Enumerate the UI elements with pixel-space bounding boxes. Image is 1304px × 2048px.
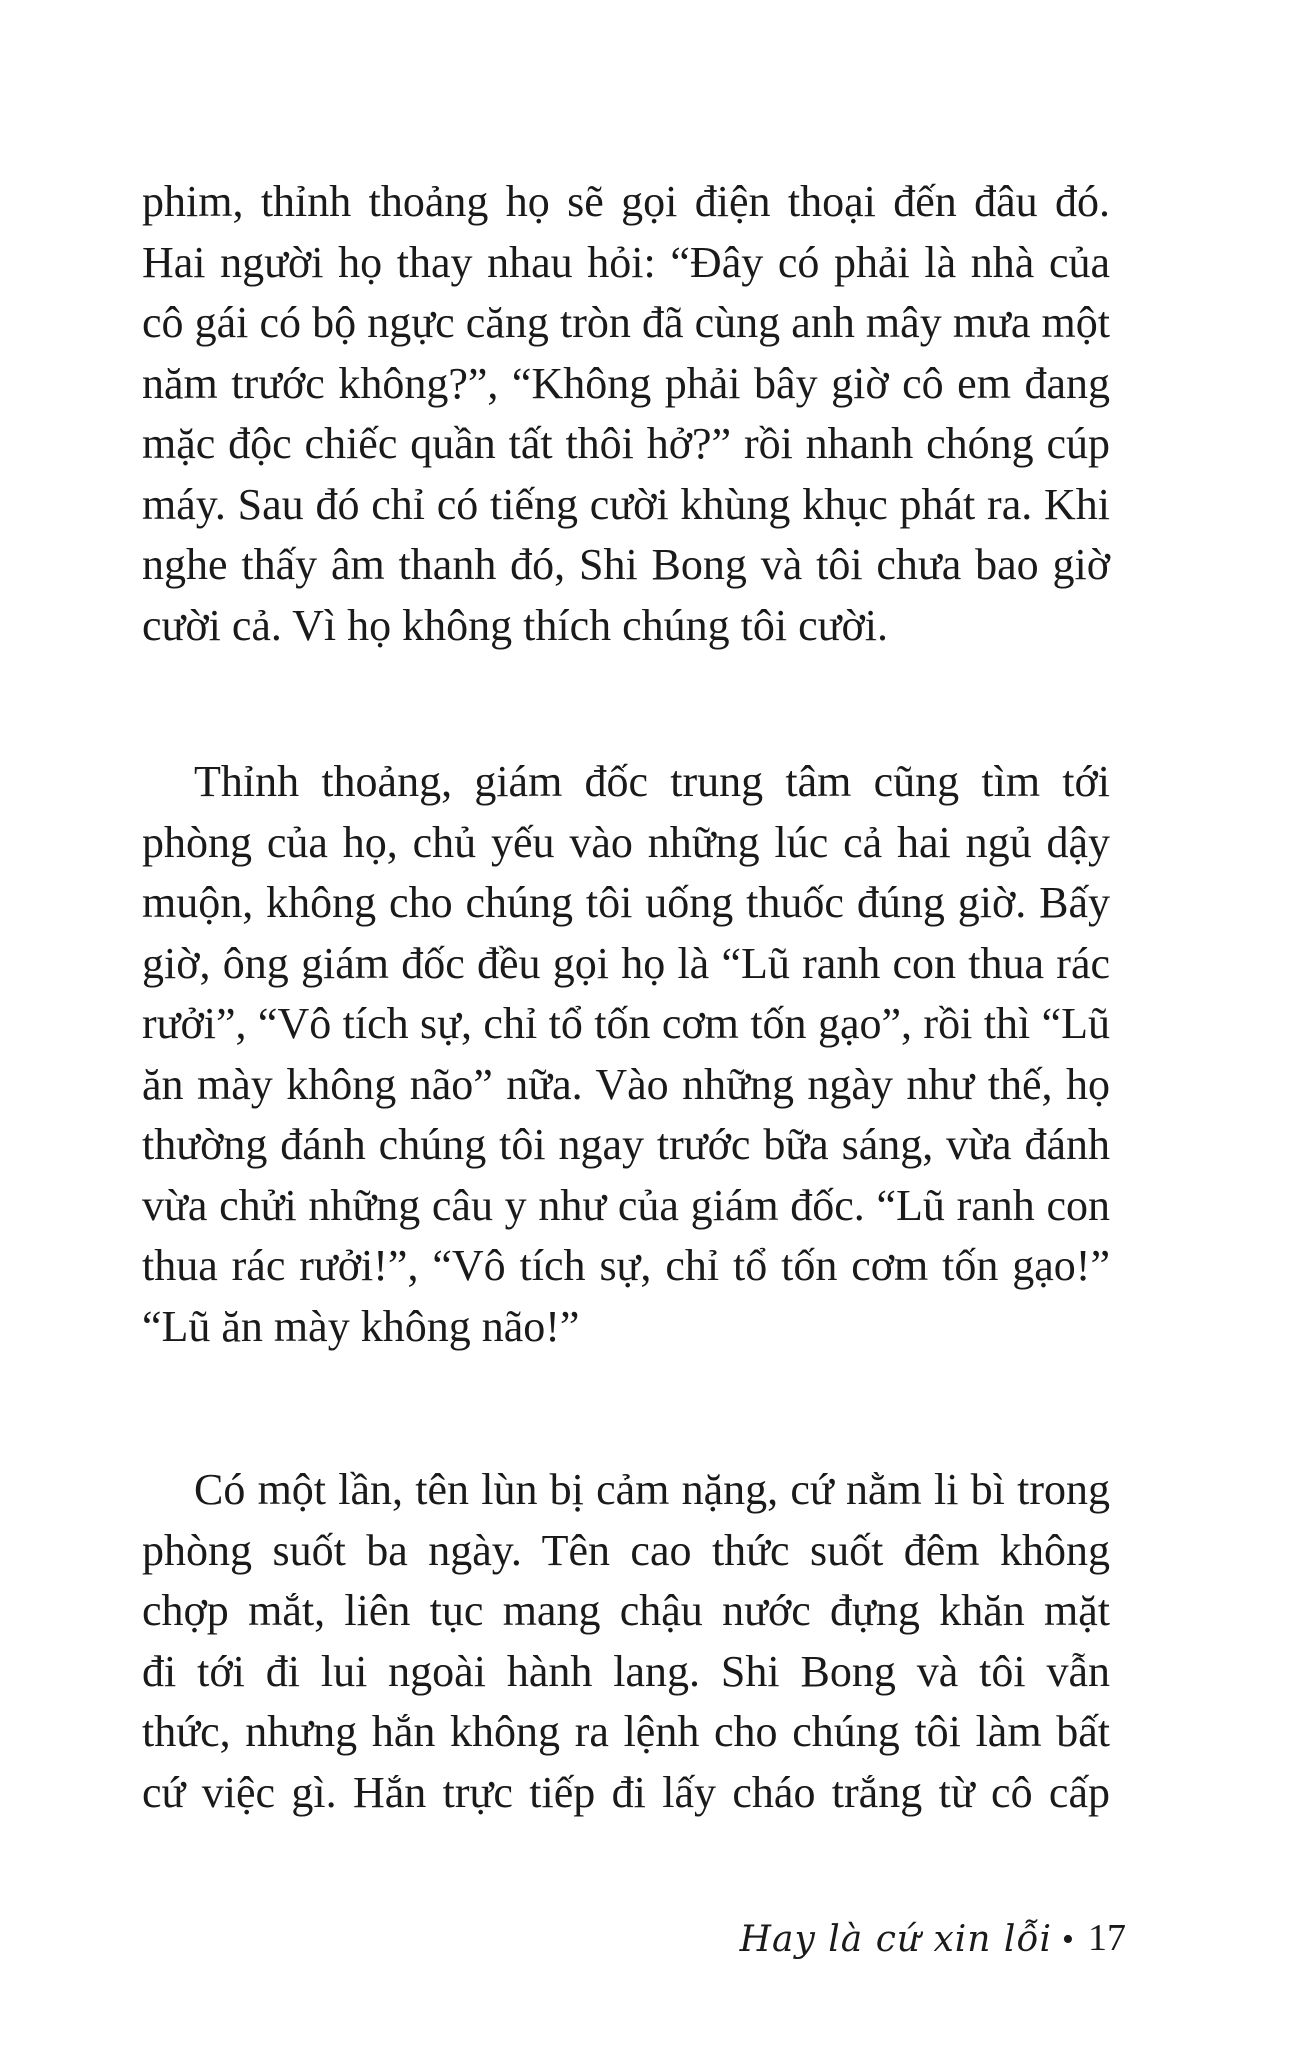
text-line: ăn mày không não” nữa. Vào những ngày như thế, họ xyxy=(142,1059,1110,1109)
page-number: 17 xyxy=(1088,1917,1126,1959)
text-line: phòng suốt ba ngày. Tên cao thức suốt đêm không xyxy=(142,1525,1110,1575)
text-line: nghe thấy âm thanh đó, Shi Bong và tôi chưa bao giờ xyxy=(142,540,1110,589)
text-line: năm trước không?”, “Không phải bây giờ cô em đang xyxy=(142,358,1110,408)
text-line: mặc độc chiếc quần tất thôi hở?” rồi nhanh chóng cúp xyxy=(142,419,1110,468)
paragraph-3 xyxy=(142,1460,1110,1823)
text-line: chợp mắt, liên tục mang chậu nước đựng khăn mặt xyxy=(142,1586,1110,1635)
text-line: rưởi”, “Vô tích sự, chỉ tổ tốn cơm tốn gạo”, rồi thì “Lũ xyxy=(142,999,1110,1048)
text-line: phim, thỉnh thoảng họ sẽ gọi điện thoại đến đâu đó. xyxy=(142,177,1110,226)
text-line: cười cả. Vì họ không thích chúng tôi cười. xyxy=(142,600,888,650)
text-line: đi tới đi lui ngoài hành lang. Shi Bong và tôi vẫn xyxy=(142,1646,1110,1696)
text-line: máy. Sau đó chỉ có tiếng cười khùng khục phát ra. Khi xyxy=(142,479,1110,529)
page-footer xyxy=(0,1910,1304,1970)
footer-separator: • xyxy=(1062,1921,1074,1958)
text-line: giờ, ông giám đốc đều gọi họ là “Lũ ranh con thua rác xyxy=(142,938,1110,988)
text-line: phòng của họ, chủ yếu vào những lúc cả hai ngủ dậy xyxy=(142,817,1110,867)
text-line: thua rác rưởi!”, “Vô tích sự, chỉ tổ tốn cơm tốn gạo!” xyxy=(142,1241,1110,1290)
text-line: vừa chửi những câu y như của giám đốc. “Lũ ranh con xyxy=(142,1180,1110,1230)
text-line: Có một lần, tên lùn bị cảm nặng, cứ nằm li bì trong xyxy=(194,1465,1110,1514)
paragraph-2 xyxy=(142,752,1110,1357)
text-line: thường đánh chúng tôi ngay trước bữa sáng, vừa đánh xyxy=(142,1120,1110,1169)
text-line: Thỉnh thoảng, giám đốc trung tâm cũng tìm tới xyxy=(194,757,1110,806)
text-line: cứ việc gì. Hắn trực tiếp đi lấy cháo trắng từ cô cấp xyxy=(142,1767,1110,1817)
paragraph-1 xyxy=(142,172,1110,656)
text-line: muộn, không cho chúng tôi uống thuốc đúng giờ. Bấy xyxy=(142,878,1110,927)
text-line: “Lũ ăn mày không não!” xyxy=(142,1301,580,1351)
text-line: Hai người họ thay nhau hỏi: “Đây có phải là nhà của xyxy=(142,237,1110,287)
running-title: Hay là cứ xin lỗi xyxy=(739,1919,1052,1960)
text-line: thức, nhưng hắn không ra lệnh cho chúng tôi làm bất xyxy=(142,1707,1110,1756)
text-line: cô gái có bộ ngực căng tròn đã cùng anh mây mưa một xyxy=(142,298,1110,347)
